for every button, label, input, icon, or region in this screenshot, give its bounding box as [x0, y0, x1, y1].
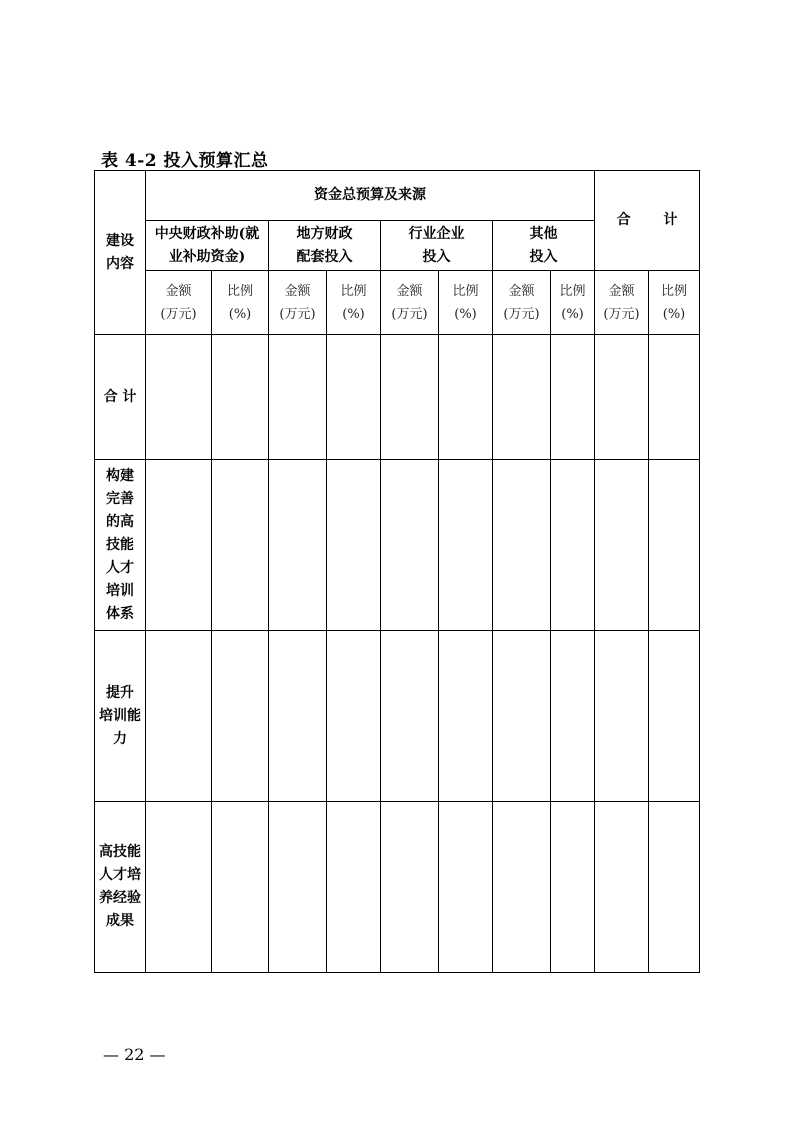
table-cell[interactable]	[439, 631, 493, 802]
header-ratio: 比例 (%)	[439, 271, 493, 335]
header-total: 合 计	[595, 171, 700, 271]
table-cell[interactable]	[649, 802, 700, 973]
row-label-training-system: 构建 完善 的高 技能 人才 培训 体系	[95, 460, 146, 631]
header-source-local: 地方财政 配套投入	[269, 221, 381, 271]
table-cell[interactable]	[269, 631, 327, 802]
table-cell[interactable]	[493, 335, 551, 460]
header-ratio: 比例 (%)	[551, 271, 595, 335]
table-cell[interactable]	[212, 631, 269, 802]
table-cell[interactable]	[551, 460, 595, 631]
table-cell[interactable]	[649, 631, 700, 802]
budget-summary-table	[94, 170, 700, 973]
table-cell[interactable]	[327, 460, 381, 631]
table-cell[interactable]	[551, 631, 595, 802]
table-row	[95, 460, 700, 631]
row-label-total: 合 计	[95, 335, 146, 460]
table-cell[interactable]	[146, 335, 212, 460]
row-label-experience-results: 高技能 人才培 养经验 成果	[95, 802, 146, 973]
table-cell[interactable]	[381, 460, 439, 631]
header-ratio: 比例 (%)	[212, 271, 269, 335]
header-amount: 金额 (万元)	[146, 271, 212, 335]
table-cell[interactable]	[327, 631, 381, 802]
header-source-industry: 行业企业 投入	[381, 221, 493, 271]
header-amount: 金额 (万元)	[493, 271, 551, 335]
table-cell[interactable]	[595, 335, 649, 460]
table-cell[interactable]	[381, 631, 439, 802]
table-cell[interactable]	[551, 802, 595, 973]
header-build-content: 建设 内容	[95, 171, 146, 335]
table-cell[interactable]	[212, 802, 269, 973]
table-cell[interactable]	[493, 631, 551, 802]
header-ratio: 比例 (%)	[649, 271, 700, 335]
table-cell[interactable]	[439, 460, 493, 631]
table-cell[interactable]	[381, 802, 439, 973]
table-cell[interactable]	[146, 802, 212, 973]
table-cell[interactable]	[649, 460, 700, 631]
table-cell[interactable]	[595, 802, 649, 973]
header-funding-sources: 资金总预算及来源	[146, 171, 595, 221]
table-cell[interactable]	[381, 335, 439, 460]
header-amount: 金额 (万元)	[269, 271, 327, 335]
table-cell[interactable]	[212, 335, 269, 460]
table-cell[interactable]	[551, 335, 595, 460]
header-amount: 金额 (万元)	[381, 271, 439, 335]
header-amount: 金额 (万元)	[595, 271, 649, 335]
row-label-training-capacity: 提升 培训能 力	[95, 631, 146, 802]
table-cell[interactable]	[595, 460, 649, 631]
table-title: 表 4-2 投入预算汇总	[101, 151, 269, 171]
table-row	[95, 335, 700, 460]
page-number: — 22 —	[103, 1045, 166, 1064]
table-cell[interactable]	[595, 631, 649, 802]
table-cell[interactable]	[146, 460, 212, 631]
table-cell[interactable]	[212, 460, 269, 631]
table-cell[interactable]	[269, 802, 327, 973]
table-cell[interactable]	[439, 335, 493, 460]
table-cell[interactable]	[327, 335, 381, 460]
table-row	[95, 802, 700, 973]
table-cell[interactable]	[327, 802, 381, 973]
table-cell[interactable]	[649, 335, 700, 460]
table-cell[interactable]	[269, 460, 327, 631]
header-ratio: 比例 (%)	[327, 271, 381, 335]
header-source-central: 中央财政补助(就 业补助资金)	[146, 221, 269, 271]
table-cell[interactable]	[493, 460, 551, 631]
table-cell[interactable]	[146, 631, 212, 802]
header-source-other: 其他 投入	[493, 221, 595, 271]
table-cell[interactable]	[493, 802, 551, 973]
table-row	[95, 631, 700, 802]
table-cell[interactable]	[269, 335, 327, 460]
table-cell[interactable]	[439, 802, 493, 973]
